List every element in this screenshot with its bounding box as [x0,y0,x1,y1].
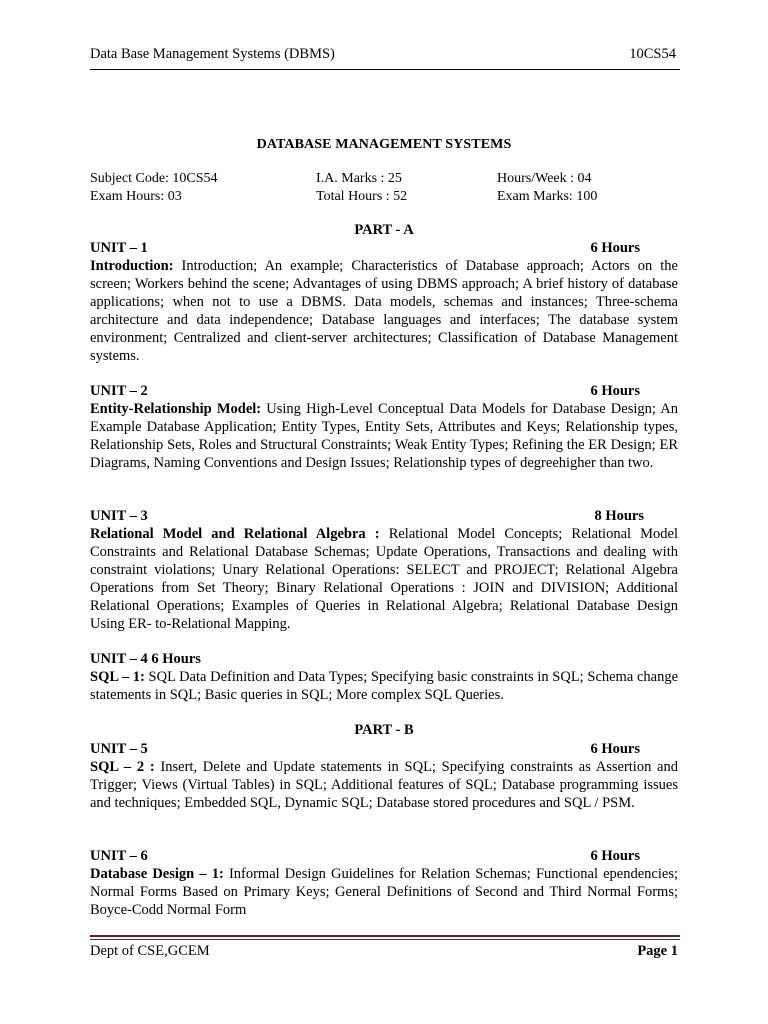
unit-description [90,865,678,919]
header-divider [90,69,680,70]
unit-heading [90,239,678,257]
unit-1 [90,239,678,365]
unit-topic: Database Design – 1: [90,866,224,882]
document-title: DATABASE MANAGEMENT SYSTEMS [256,137,512,152]
unit-topic: Introduction: [90,258,174,274]
unit-topic: SQL – 2 : [90,759,155,775]
unit-hours: 6 Hours [590,741,640,757]
exam-hours: Exam Hours: 03 [90,189,182,204]
unit-title: UNIT – 5 [90,741,148,757]
unit-content: Relational Model Concepts; Relational Model Constraints and Relational Database Schemas; Update Operations, Transactions and dealing with constraint violations; Unary Relational Operations: SELECT and PROJECT; Relational Algebra Operations from Set Theory; Binary Relational Operations : JOIN and DIVISION; Additional Relational Operations; Examples of Queries in Relational Algebra; Relational Database Design Using ER- to-Relational Mapping. [90,526,678,632]
total-hours: Total Hours : 52 [316,189,408,204]
unit-description [90,400,678,472]
unit-title: UNIT – 3 [90,508,148,524]
unit-content: Informal Design Guidelines for Relation Schemas; Functional ependencies; Normal Forms Based on Primary Keys; General Definitions of Second and Third Normal Forms; Boyce-Codd Normal Form [90,866,678,918]
unit-5 [90,740,678,812]
meta-row-2 [90,188,690,206]
unit-hours: 8 Hours [594,508,644,524]
course-meta [90,170,690,206]
unit-description [90,257,678,365]
part-b-heading: PART - B [354,722,414,738]
unit-content: SQL Data Definition and Data Types; Specifying basic constraints in SQL; Schema change statements in SQL; Basic queries in SQL; More complex SQL Queries. [90,669,679,703]
unit-heading [90,382,678,400]
footer-divider [90,935,680,937]
meta-row-1 [90,170,690,188]
footer-department: Dept of CSE,GCEM [90,943,210,959]
unit-title: UNIT – 1 [90,240,148,256]
unit-content: Introduction; An example; Characteristics of Database approach; Actors on the screen; Workers behind the scene; Advantages of using DBMS approach; A brief history of database applications; when not to use a DBMS. Data models, schemas and instances; Three-schema architecture and data independence; Database languages and interfaces; The database system environment; Centralized and client-server architectures; Classification of Database Management systems. [90,258,678,364]
ia-marks: I.A. Marks : 25 [316,171,402,186]
unit-description [90,758,678,812]
unit-topic: Entity-Relationship Model: [90,401,262,417]
unit-topic: Relational Model and Relational Algebra : [90,526,380,542]
unit-hours: 6 Hours [590,848,640,864]
unit-heading [90,740,678,758]
page-header [90,46,678,68]
hours-per-week: Hours/Week : 04 [497,171,592,186]
unit-2 [90,382,678,472]
unit-heading [90,650,678,668]
exam-marks: Exam Marks: 100 [497,189,598,204]
unit-content: Using High-Level Conceptual Data Models for Database Design; An Example Database Application; Entity Types, Entity Sets, Attributes and Keys; Relationship types, Relationship Sets, Roles and Structural Constraints; Weak Entity Types; Refining the ER Design; ER Diagrams, Naming Conventions and Design Issues; Relationship types of degreehigher than two. [90,401,678,471]
subject-code: Subject Code: 10CS54 [90,171,218,186]
part-a-heading: PART - A [354,222,414,238]
header-course-title: Data Base Management Systems (DBMS) [90,46,335,62]
unit-content: Insert, Delete and Update statements in SQL; Specifying constraints as Assertion and Trigger; Views (Virtual Tables) in SQL; Additional features of SQL; Database programming issues and techniques; Embedded SQL, Dynamic SQL; Database stored procedures and SQL / PSM. [90,759,678,811]
footer-divider-thin [90,939,680,940]
unit-description [90,668,678,704]
unit-heading [90,847,678,865]
unit-topic: SQL – 1: [90,669,145,685]
unit-hours: 6 Hours [590,383,640,399]
unit-title: UNIT – 2 [90,383,148,399]
unit-description [90,525,678,633]
unit-4 [90,650,678,704]
unit-title: UNIT – 6 [90,848,148,864]
unit-6 [90,847,678,919]
unit-heading [90,507,678,525]
unit-hours: 6 Hours [590,240,640,256]
page-number: Page 1 [637,943,678,959]
unit-3 [90,507,678,633]
header-course-code: 10CS54 [629,46,676,62]
unit-title: UNIT – 4 6 Hours [90,651,201,667]
